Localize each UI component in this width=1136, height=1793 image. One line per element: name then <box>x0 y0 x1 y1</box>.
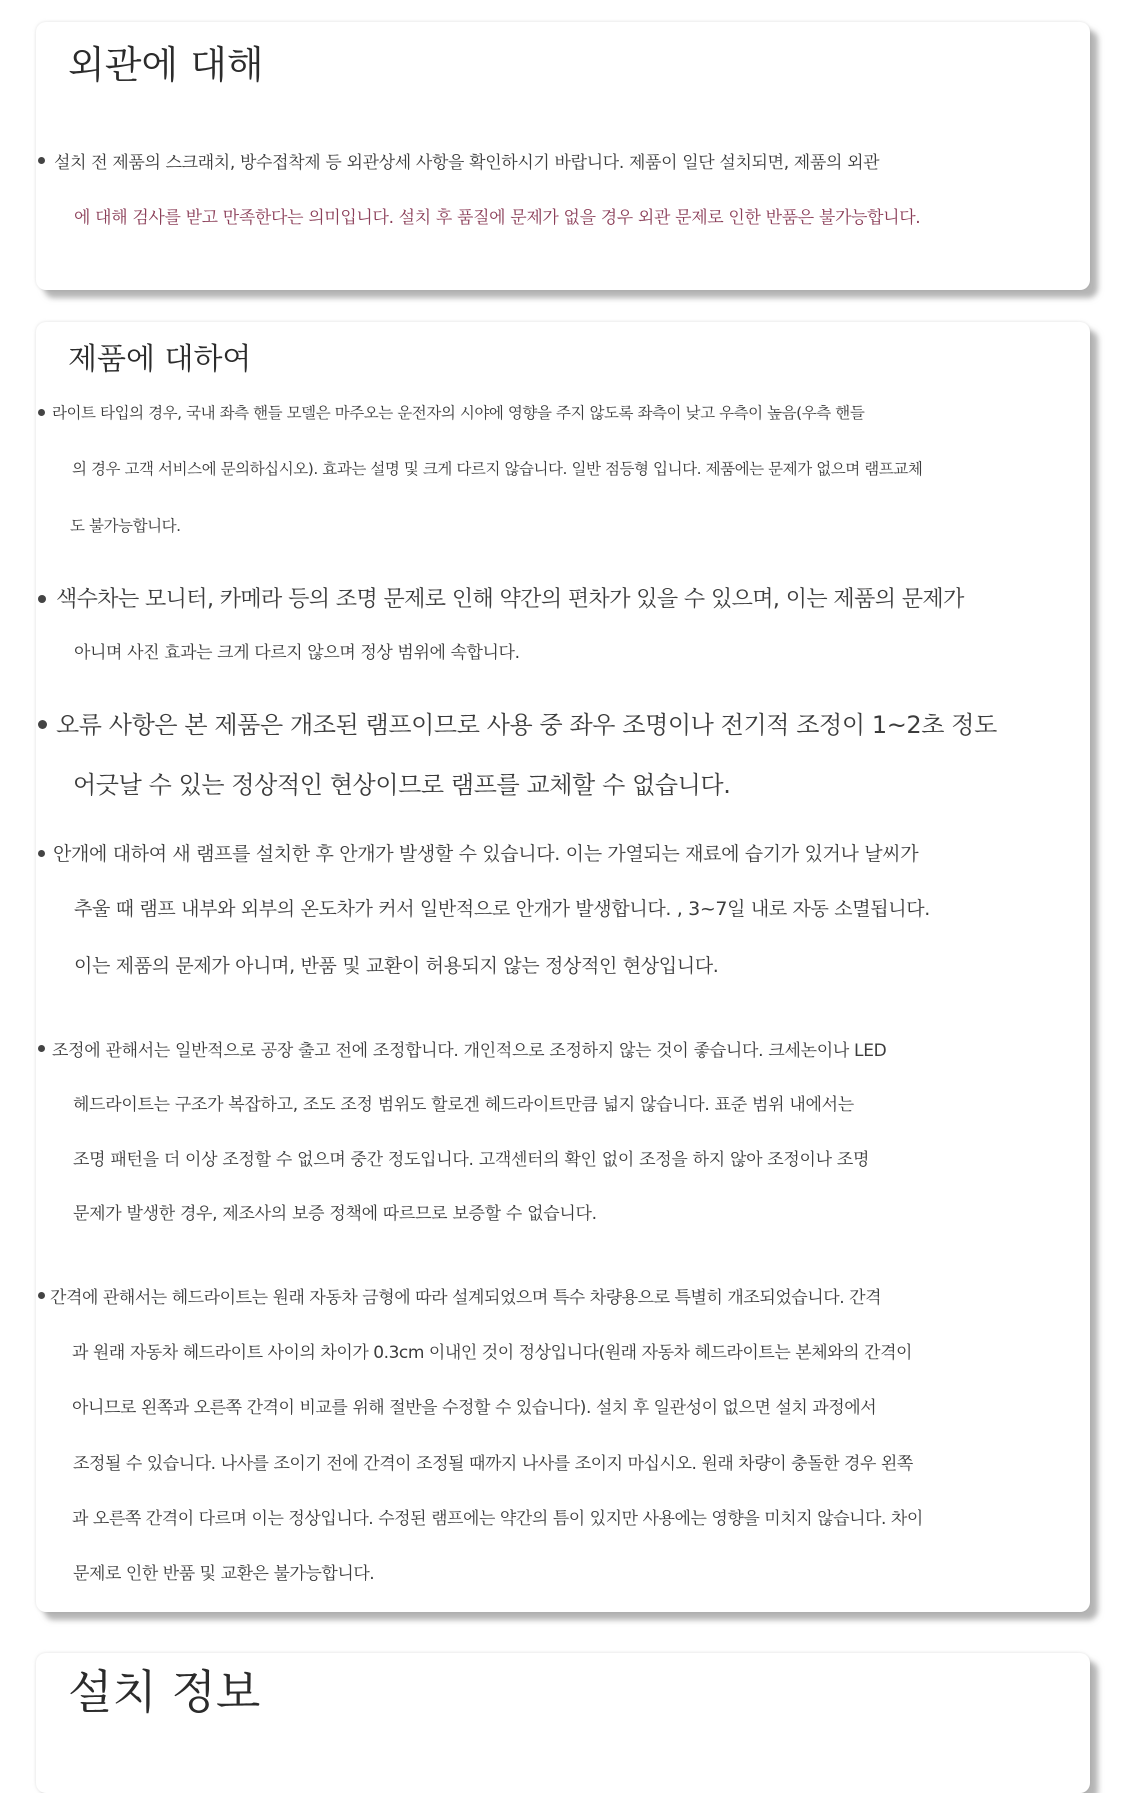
product-p4-line-3: 이는 제품의 문제가 아니며, 반품 및 교환이 허용되지 않는 정상적인 현상입니다. <box>74 955 719 977</box>
product-p1-line-3: 도 불가능합니다. <box>70 517 181 535</box>
product-p5-line-1: 조정에 관해서는 일반적으로 공장 출고 전에 조정합니다. 개인적으로 조정하지 않는 것이 좋습니다. 크세논이나 LED <box>52 1041 887 1061</box>
product-p3-line-2: 어긋날 수 있는 정상적인 현상이므로 램프를 교체할 수 없습니다. <box>73 771 731 799</box>
product-p4-line-2: 추울 때 램프 내부와 외부의 온도차가 커서 일반적으로 안개가 발생합니다. , 3~7일 내로 자동 소멸됩니다. <box>74 898 930 920</box>
bullet-dot <box>38 850 45 857</box>
product-p4-line-1: 안개에 대하여 새 램프를 설치한 후 안개가 발생할 수 있습니다. 이는 가열되는 재료에 습기가 있거나 날씨가 <box>53 843 919 865</box>
product-p2-line-2: 아니며 사진 효과는 크게 다르지 않으며 정상 범위에 속합니다. <box>74 643 520 663</box>
product-p6-line-5: 과 오른쪽 간격이 다르며 이는 정상입니다. 수정된 램프에는 약간의 틈이 있지만 사용에는 영향을 미치지 않습니다. 차이 <box>72 1509 923 1529</box>
appearance-card <box>36 22 1090 290</box>
product-p6-line-1: 간격에 관해서는 헤드라이트는 원래 자동차 금형에 따라 설계되었으며 특수 차량용으로 특별히 개조되었습니다. 간격 <box>50 1288 882 1308</box>
product-card <box>36 322 1090 1612</box>
product-title: 제품에 대하여 <box>68 342 252 377</box>
product-p2-line-1: 색수차는 모니터, 카메라 등의 조명 문제로 인해 약간의 편차가 있을 수 있으며, 이는 제품의 문제가 <box>56 587 964 612</box>
install-title: 설치 정보 <box>68 1665 261 1719</box>
product-p3-line-1: 오류 사항은 본 제품은 개조된 램프이므로 사용 중 좌우 조명이나 전기적 조정이 1~2초 정도 <box>56 711 997 739</box>
product-p5-line-3: 조명 패턴을 더 이상 조정할 수 없으며 중간 정도입니다. 고객센터의 확인 없이 조정을 하지 않아 조정이나 조명 <box>73 1150 870 1170</box>
product-p1-line-2: 의 경우 고객 서비스에 문의하십시오). 효과는 설명 및 크게 다르지 않습니다. 일반 점등형 입니다. 제품에는 문제가 없으며 램프교체 <box>72 460 923 478</box>
product-p6-line-3: 아니므로 왼쪽과 오른쪽 간격이 비교를 위해 절반을 수정할 수 있습니다). 설치 후 일관성이 없으면 설치 과정에서 <box>72 1398 877 1418</box>
appearance-title: 외관에 대해 <box>68 43 264 87</box>
product-p6-line-2: 과 원래 자동차 헤드라이트 사이의 차이가 0.3cm 이내인 것이 정상입니다(원래 자동차 헤드라이트는 본체와의 간격이 <box>72 1343 913 1363</box>
product-p6-line-6: 문제로 인한 반품 및 교환은 불가능합니다. <box>73 1564 375 1584</box>
bullet-dot <box>38 409 45 416</box>
bullet-dot <box>38 595 46 603</box>
appearance-line-1: 설치 전 제품의 스크래치, 방수접착제 등 외관상세 사항을 확인하시기 바랍니다. 제품이 일단 설치되면, 제품의 외관 <box>54 153 880 173</box>
product-p5-line-2: 헤드라이트는 구조가 복잡하고, 조도 조정 범위도 할로겐 헤드라이트만큼 넓지 않습니다. 표준 범위 내에서는 <box>73 1095 854 1115</box>
bullet-dot <box>38 1045 45 1052</box>
bullet-dot <box>38 720 47 729</box>
install-card <box>36 1653 1090 1793</box>
product-p6-line-4: 조정될 수 있습니다. 나사를 조이기 전에 간격이 조정될 때까지 나사를 조이지 마십시오. 원래 차량이 충돌한 경우 왼쪽 <box>73 1454 913 1474</box>
bullet-dot <box>38 1292 45 1299</box>
product-p1-line-1: 라이트 타입의 경우, 국내 좌측 핸들 모델은 마주오는 운전자의 시야에 영향을 주지 않도록 좌측이 낮고 우측이 높음(우측 핸들 <box>52 404 865 422</box>
appearance-line-2: 에 대해 검사를 받고 만족한다는 의미입니다. 설치 후 품질에 문제가 없을 경우 외관 문제로 인한 반품은 불가능합니다. <box>74 208 921 228</box>
product-p5-line-4: 문제가 발생한 경우, 제조사의 보증 정책에 따르므로 보증할 수 없습니다. <box>73 1204 597 1224</box>
bullet-dot <box>38 157 45 164</box>
